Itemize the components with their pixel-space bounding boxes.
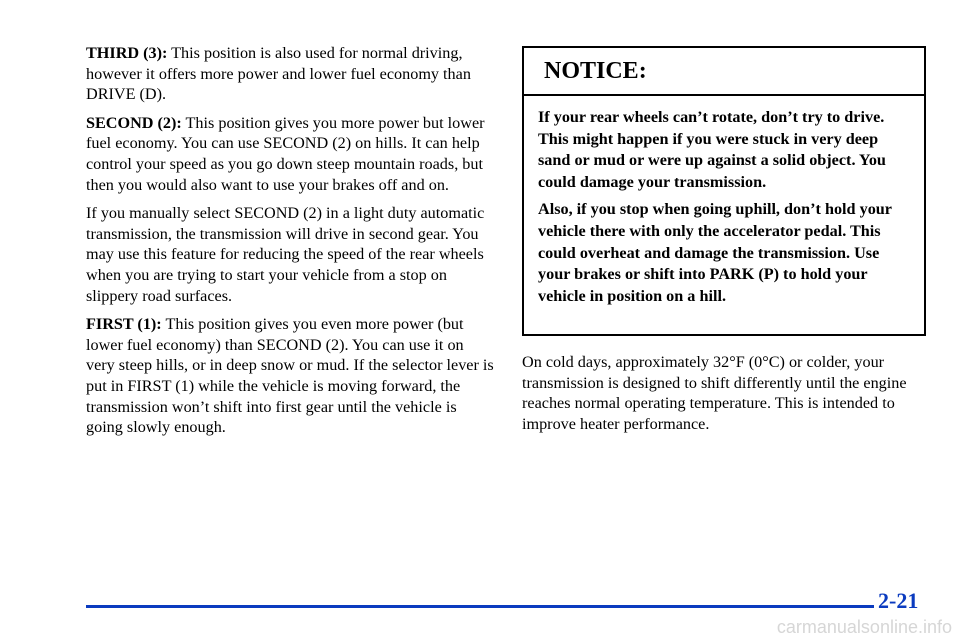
right-column bbox=[522, 352, 932, 434]
first-text: This position gives you even more power (but lower fuel economy) than SECOND (2). You can use it on very steep hills, or in deep snow or mud. If the selector lever is put in FIRST (1) while the vehicle is moving forward, the transmission won’t shift into first gear until the vehicle is going slowly enough. bbox=[86, 315, 494, 437]
third-paragraph bbox=[86, 43, 494, 105]
notice-paragraph-2: Also, if you stop when going uphill, don’t hold your vehicle there with only the accelerator pedal. This could overheat and damage the transmission. Use your brakes or shift into PARK (P) to hold your vehicle in position on a hill. bbox=[538, 200, 892, 305]
light-duty-paragraph bbox=[86, 203, 494, 306]
second-paragraph bbox=[86, 113, 494, 195]
watermark: carmanualsonline.info bbox=[776, 617, 952, 637]
second-text: This position gives you more power but lower fuel economy. You can use SECOND (2) on hills. It can help control your speed as you go down steep mountain roads, but then you would also want to use your brakes off and on. bbox=[86, 113, 485, 194]
footer-rule bbox=[86, 605, 874, 608]
notice-box bbox=[522, 46, 926, 336]
first-paragraph bbox=[86, 314, 494, 438]
page-number: 2-21 bbox=[878, 588, 919, 613]
left-column bbox=[86, 43, 494, 438]
second-heading: SECOND (2): bbox=[86, 113, 182, 132]
light-duty-text: If you manually select SECOND (2) in a light duty automatic transmission, the transmission will drive in second gear. You may use this feature for reducing the speed of the rear wheels when you are trying to start your vehicle from a stop on slippery road surfaces. bbox=[86, 204, 485, 305]
first-heading: FIRST (1): bbox=[86, 315, 162, 334]
notice-paragraph-1: If your rear wheels can’t rotate, don’t try to drive. This might happen if you were stuck in very deep sand or mud or were up against a solid object. You could damage your transmission. bbox=[538, 108, 886, 191]
third-heading: THIRD (3): bbox=[86, 44, 168, 62]
notice-title: NOTICE: bbox=[524, 48, 924, 96]
notice-body bbox=[524, 96, 924, 307]
third-text: This position is also used for normal driving, however it offers more power and lower fuel economy than DRIVE (D). bbox=[86, 44, 471, 104]
cold-days-paragraph: On cold days, approximately 32°F (0°C) or colder, your transmission is designed to shift differently until the engine reaches normal operating temperature. This is intended to improve heater performance. bbox=[522, 353, 907, 433]
